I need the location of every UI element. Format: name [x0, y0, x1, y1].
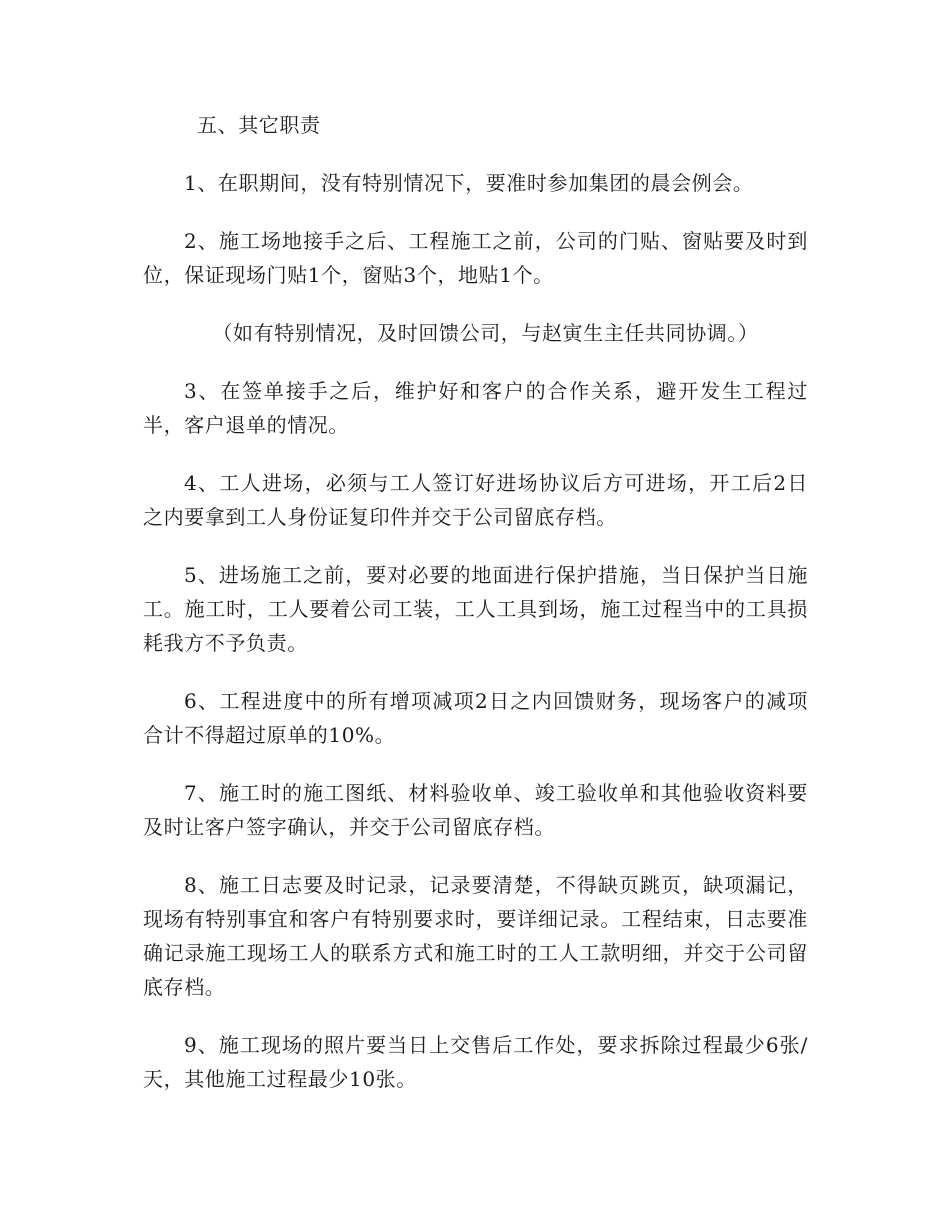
paragraph-note: （如有特别情况，及时回馈公司，与赵寅生主任共同协调。）: [212, 321, 759, 345]
paragraph-7: 7、施工时的施工图纸、材料验收单、竣工验收单和其他验收资料要及时让客户签字确认，并交于公司留底存档。: [143, 781, 808, 839]
paragraph-2: 2、施工场地接手之后、工程施工之前，公司的门贴、窗贴要及时到位，保证现场门贴1个，窗贴3个，地贴1个。: [143, 229, 808, 287]
document-body: [143, 108, 808, 1120]
paragraph-4: 4、工人进场，必须与工人签订好进场协议后方可进场，开工后2日之内要拿到工人身份证复印件并交于公司留底存档。: [143, 471, 808, 529]
paragraph-5: 5、进场施工之前，要对必要的地面进行保护措施，当日保护当日施工。施工时，工人要着公司工装，工人工具到场，施工过程当中的工具损耗我方不予负责。: [143, 563, 808, 655]
paragraph-6: 6、工程进度中的所有增项减项2日之内回馈财务，现场客户的减项合计不得超过原单的10%。: [143, 689, 808, 747]
paragraph-3: 3、在签单接手之后，维护好和客户的合作关系，避开发生工程过半，客户退单的情况。: [143, 379, 808, 437]
paragraph-1: 1、在职期间，没有特别情况下，要准时参加集团的晨会例会。: [184, 171, 754, 195]
paragraph-9: 9、施工现场的照片要当日上交售后工作处，要求拆除过程最少6张/天，其他施工过程最少10张。: [143, 1033, 808, 1091]
paragraph-8: 8、施工日志要及时记录，记录要清楚，不得缺页跳页，缺项漏记，现场有特别事宜和客户有特别要求时，要详细记录。工程结束，日志要准确记录施工现场工人的联系方式和施工时的工人工款明细，并交于公司留底存档。: [143, 873, 808, 999]
section-heading: 五、其它职责: [197, 113, 321, 137]
